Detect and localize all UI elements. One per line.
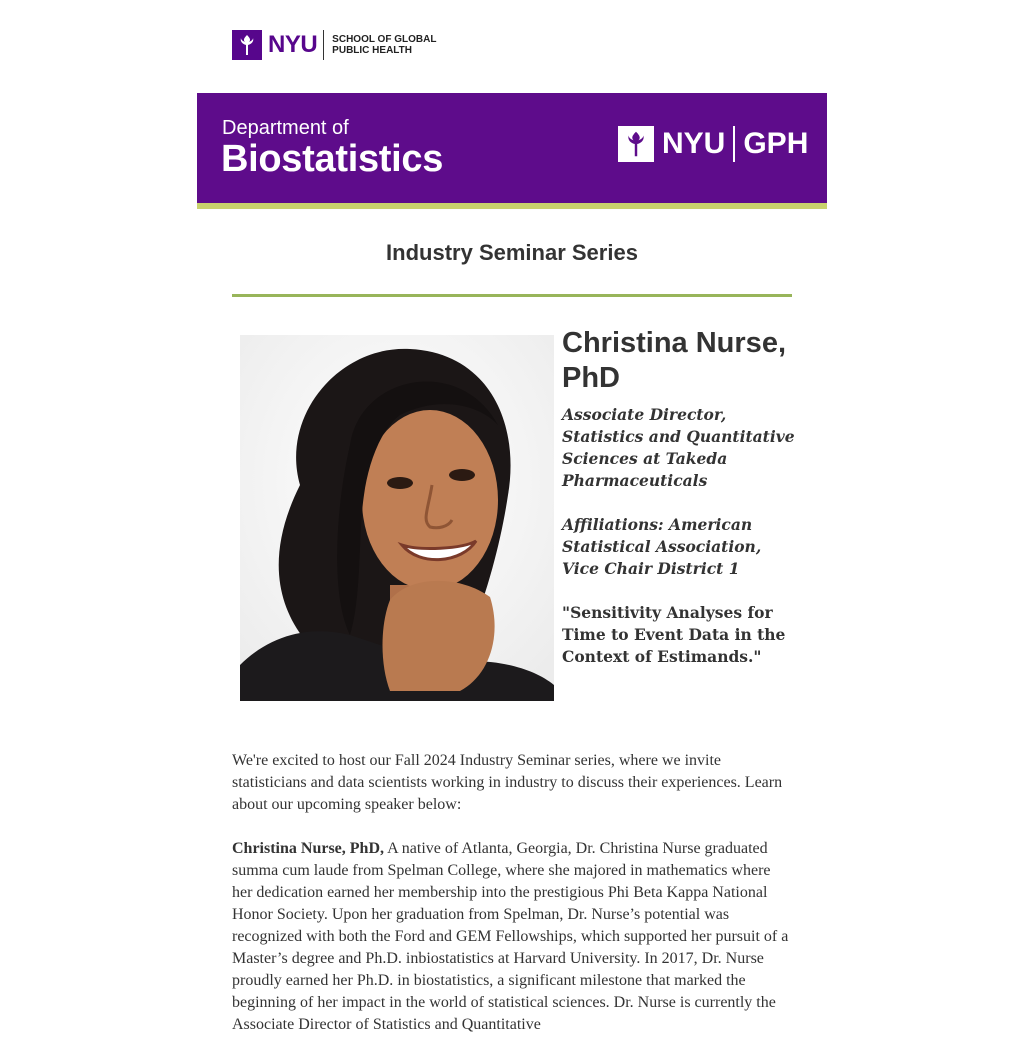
- speaker-photo: [240, 335, 554, 701]
- torch-icon: [618, 126, 654, 162]
- bio-text: A native of Atlanta, Georgia, Dr. Christina Nurse graduated summa cum laude from Spelman College, where she majored in mathematics where her dedication earned her membership into the prestigious Phi Beta Kappa National Honor Society. Upon her graduation from Spelman, Dr. Nurse’s potential was recognized with both the Ford and GEM Fellowships, which supported her pursuit of a Master’s degree and Ph.D. inbiostatistics at Harvard University. In 2017, Dr. Nurse proudly earned her Ph.D. in biostatistics, a significant milestone that marked the beginning of her impact in the world of statistical sciences. Dr. Nurse is currently the Associate Director of Statistics and Quantitative: [232, 840, 789, 1033]
- school-line-1: SCHOOL OF GLOBAL: [332, 34, 437, 45]
- intro-paragraph: We're excited to host our Fall 2024 Industry Seminar series, where we invite statisticians and data scientists working in industry to discuss their experiences. Learn about our upcoming speaker below:: [232, 752, 783, 813]
- bio-paragraph: [232, 838, 794, 1036]
- section-divider: [232, 294, 792, 297]
- banner-nyu-wordmark: NYU: [662, 127, 726, 160]
- department-prefix: Department of: [222, 117, 349, 139]
- banner-nyu-gph-logo: [618, 126, 808, 162]
- department-banner: [197, 93, 827, 203]
- talk-title: "Sensitivity Analyses for Time to Event Data in the Context of Estimands.": [562, 603, 786, 666]
- torch-icon: [232, 30, 262, 60]
- speaker-name: Christina Nurse, PhD: [562, 327, 786, 394]
- school-line-2: PUBLIC HEALTH: [332, 45, 412, 56]
- nyu-wordmark: NYU: [268, 31, 318, 58]
- banner-logo-divider: [733, 126, 735, 162]
- speaker-title: Associate Director, Statistics and Quantitative Sciences at Takeda Pharmaceuticals: [562, 405, 795, 490]
- email-body: [232, 750, 794, 1058]
- series-title: Industry Seminar Series: [386, 240, 638, 265]
- logo-divider: [323, 30, 324, 60]
- banner-accent-stripe: [197, 203, 827, 209]
- speaker-details: [562, 404, 802, 690]
- speaker-affiliations: Affiliations: American Statistical Association, Vice Chair District 1: [562, 515, 762, 578]
- department-name: Biostatistics: [221, 138, 444, 180]
- bio-lead: Christina Nurse, PhD,: [232, 840, 385, 857]
- banner-gph-wordmark: GPH: [743, 127, 809, 160]
- school-name: [332, 34, 436, 56]
- nyu-gph-logo[interactable]: [232, 30, 436, 60]
